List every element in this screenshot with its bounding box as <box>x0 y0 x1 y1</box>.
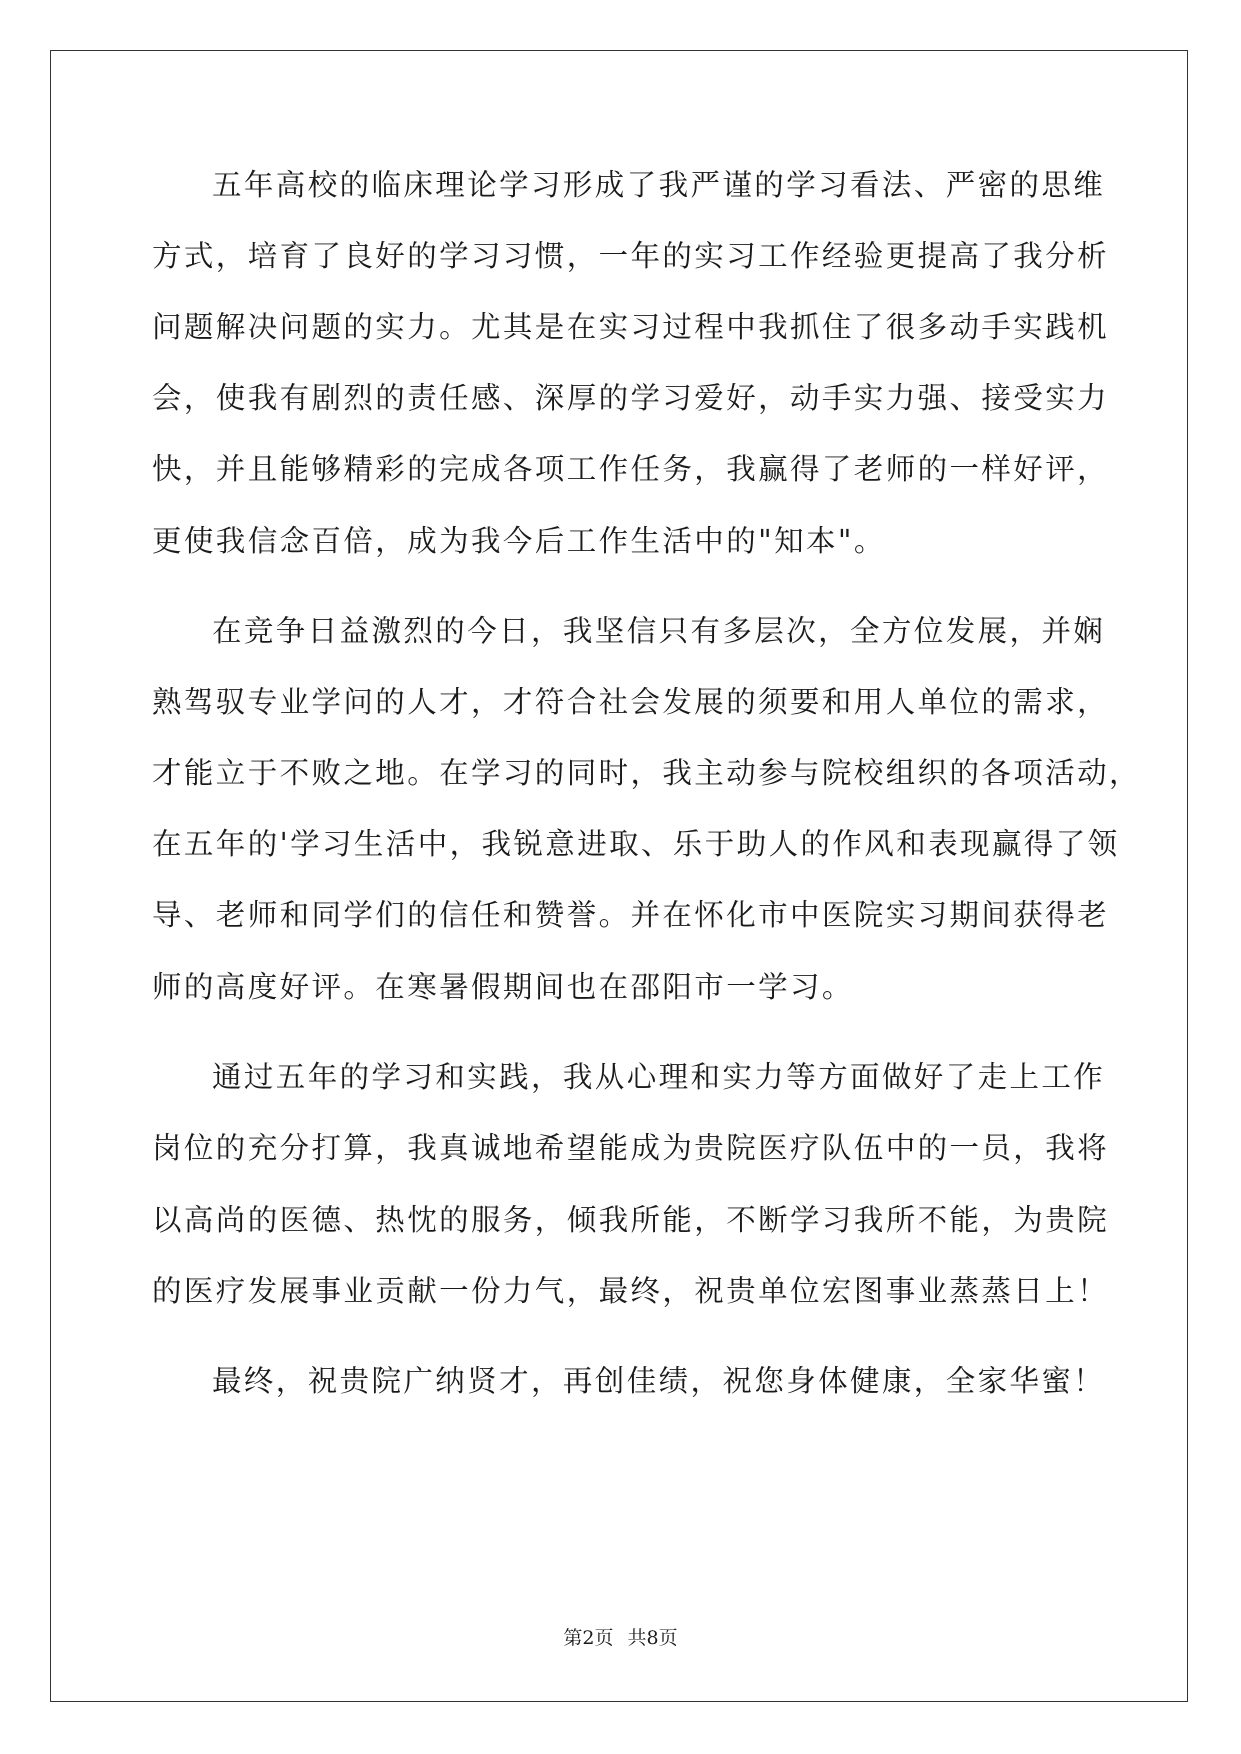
page-footer <box>0 1626 1241 1650</box>
text-line: 问题解决问题的实力。尤其是在实习过程中我抓住了很多动手实践机 <box>152 310 1110 344</box>
text-line: 更使我信念百倍，成为我今后工作生活中的"知本"。 <box>152 524 886 558</box>
text-line: 通过五年的学习和实践，我从心理和实力等方面做好了走上工作 <box>212 1060 1106 1094</box>
text-line: 会，使我有剧烈的责任感、深厚的学习爱好，动手实力强、接受实力 <box>152 381 1110 415</box>
text-line: 才能立于不败之地。在学习的同时，我主动参与院校组织的各项活动， <box>152 756 1141 790</box>
text-line: 在五年的'学习生活中，我锐意进取、乐于助人的作风和表现赢得了领 <box>152 827 1120 861</box>
page-number-total: 共8页 <box>627 1627 678 1649</box>
text-line: 最终，祝贵院广纳贤才，再创佳绩，祝您身体健康，全家华蜜！ <box>212 1364 1106 1398</box>
text-line: 导、老师和同学们的信任和赞誉。并在怀化市中医院实习期间获得老 <box>152 898 1110 932</box>
text-line: 的医疗发展事业贡献一份力气，最终，祝贵单位宏图事业蒸蒸日上！ <box>152 1274 1110 1308</box>
text-line: 五年高校的临床理论学习形成了我严谨的学习看法、严密的思维 <box>212 168 1106 202</box>
text-line: 以高尚的医德、热忱的服务，倾我所能，不断学习我所不能，为贵院 <box>152 1203 1110 1237</box>
text-line: 方式，培育了良好的学习习惯，一年的实习工作经验更提高了我分析 <box>152 239 1110 273</box>
text-line: 师的高度好评。在寒暑假期间也在邵阳市一学习。 <box>152 970 854 1004</box>
page-border <box>50 50 1188 1702</box>
text-line: 快，并且能够精彩的完成各项工作任务，我赢得了老师的一样好评， <box>152 452 1110 486</box>
text-line: 在竞争日益激烈的今日，我坚信只有多层次，全方位发展，并娴 <box>212 614 1106 648</box>
text-line: 岗位的充分打算，我真诚地希望能成为贵院医疗队伍中的一员，我将 <box>152 1131 1110 1165</box>
page-number-current: 第2页 <box>563 1627 614 1649</box>
text-line: 熟驾驭专业学问的人才，才符合社会发展的须要和用人单位的需求， <box>152 685 1110 719</box>
